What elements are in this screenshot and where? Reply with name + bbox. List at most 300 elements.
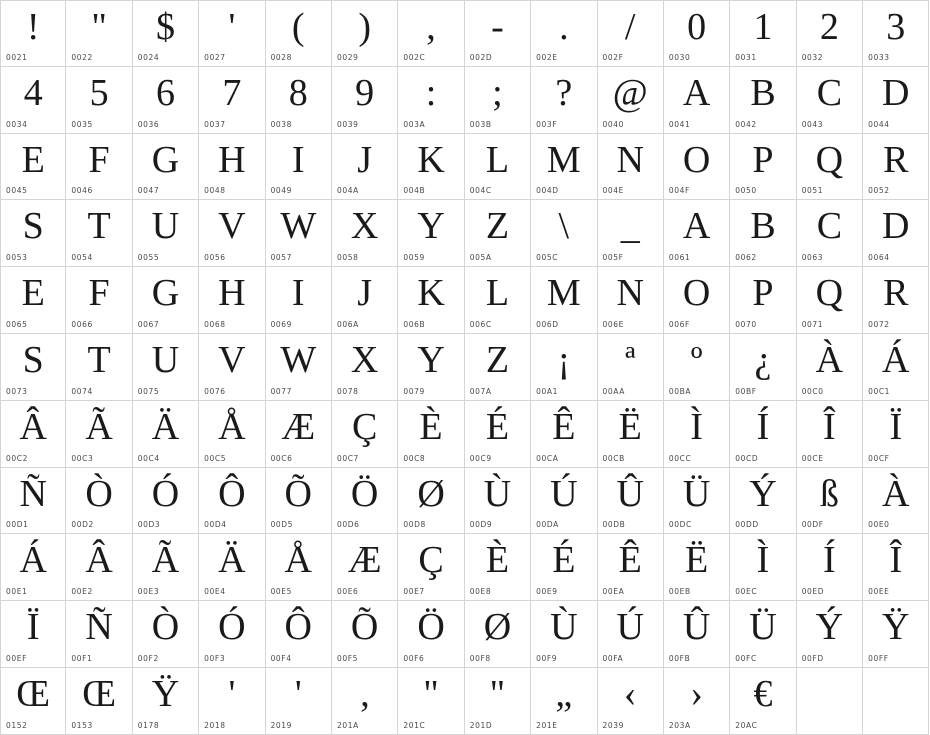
glyph-cell[interactable] [664, 67, 730, 134]
glyph-cell[interactable] [66, 334, 132, 401]
glyph-cell[interactable] [199, 401, 265, 468]
glyph-cell[interactable] [664, 668, 730, 735]
glyph-cell[interactable] [730, 200, 796, 267]
glyph-cell[interactable] [730, 67, 796, 134]
glyph-character: Ã [151, 539, 180, 582]
glyph-cell[interactable] [531, 401, 597, 468]
glyph-character: Z [485, 205, 510, 248]
glyph-cell[interactable] [133, 668, 199, 735]
glyph-codepoint: 003B [469, 119, 492, 129]
glyph-cell[interactable] [531, 134, 597, 201]
glyph-cell[interactable] [266, 200, 332, 267]
glyph-character: ‹ [623, 672, 637, 715]
glyph-character: ª [624, 338, 636, 381]
glyph-cell[interactable] [797, 0, 863, 67]
glyph-codepoint: 0040 [602, 119, 625, 129]
glyph-cell[interactable] [266, 668, 332, 735]
glyph-cell[interactable] [398, 200, 464, 267]
glyph-cell[interactable] [797, 401, 863, 468]
glyph-character: W [280, 205, 317, 248]
glyph-character: Õ [284, 472, 312, 515]
glyph-character: Æ [347, 539, 382, 582]
glyph-character: F [88, 138, 110, 181]
glyph-cell[interactable] [664, 267, 730, 334]
glyph-codepoint: 0067 [137, 319, 160, 329]
glyph-cell[interactable] [863, 200, 929, 267]
glyph-codepoint: 00F8 [469, 653, 491, 663]
glyph-cell[interactable] [0, 401, 66, 468]
glyph-cell[interactable] [0, 0, 66, 67]
glyph-cell[interactable] [0, 601, 66, 668]
glyph-cell[interactable] [598, 468, 664, 535]
glyph-cell[interactable] [266, 468, 332, 535]
glyph-cell[interactable] [199, 334, 265, 401]
glyph-cell[interactable] [0, 67, 66, 134]
glyph-cell[interactable] [0, 267, 66, 334]
glyph-cell[interactable] [66, 601, 132, 668]
glyph-cell[interactable] [133, 401, 199, 468]
glyph-character: 1 [753, 6, 773, 48]
glyph-codepoint: 00EF [6, 653, 27, 663]
glyph-character: 7 [222, 71, 242, 114]
glyph-cell[interactable] [531, 67, 597, 134]
glyph-codepoint: 00EA [602, 587, 625, 597]
glyph-codepoint: 0075 [137, 386, 160, 396]
glyph-codepoint: 0070 [735, 319, 757, 329]
glyph-cell[interactable] [598, 534, 664, 601]
glyph-codepoint: 0049 [270, 186, 293, 196]
glyph-character: _ [620, 205, 640, 248]
glyph-cell[interactable] [266, 334, 332, 401]
glyph-codepoint: 002D [469, 52, 493, 62]
glyph-cell[interactable] [465, 0, 531, 67]
glyph-codepoint: 0077 [270, 386, 293, 396]
glyph-codepoint: 0068 [204, 319, 226, 329]
glyph-character: ? [555, 71, 573, 114]
glyph-cell[interactable] [66, 267, 132, 334]
glyph-cell[interactable] [730, 267, 796, 334]
glyph-character: Ñ [19, 472, 47, 515]
glyph-cell[interactable] [797, 267, 863, 334]
glyph-cell[interactable] [863, 601, 929, 668]
glyph-cell[interactable] [863, 534, 929, 601]
glyph-cell[interactable] [797, 334, 863, 401]
glyph-character: Á [882, 338, 910, 381]
glyph-codepoint: 0053 [6, 253, 28, 263]
glyph-cell[interactable] [0, 200, 66, 267]
glyph-cell[interactable] [398, 67, 464, 134]
glyph-codepoint: 00CF [868, 453, 890, 463]
glyph-cell[interactable] [332, 534, 398, 601]
glyph-cell[interactable] [465, 67, 531, 134]
glyph-codepoint: 00F2 [137, 653, 159, 663]
glyph-codepoint: 00CA [536, 453, 559, 463]
glyph-cell[interactable] [531, 601, 597, 668]
glyph-cell[interactable] [797, 534, 863, 601]
glyph-codepoint: 00F5 [336, 653, 358, 663]
glyph-character: º [690, 338, 703, 381]
glyph-character: Û [682, 606, 711, 649]
glyph-cell[interactable] [598, 134, 664, 201]
glyph-cell[interactable] [133, 267, 199, 334]
glyph-cell[interactable] [66, 534, 132, 601]
glyph-character: X [350, 205, 379, 248]
glyph-cell[interactable] [266, 267, 332, 334]
glyph-codepoint: 2019 [270, 720, 293, 730]
glyph-cell[interactable] [598, 0, 664, 67]
glyph-cell[interactable] [332, 668, 398, 735]
glyph-character: D [882, 205, 910, 248]
glyph-character: ' [228, 672, 236, 715]
glyph-character: Q [815, 138, 844, 181]
glyph-cell[interactable] [266, 134, 332, 201]
glyph-character: Î [889, 539, 903, 582]
glyph-character: Ö [417, 606, 445, 649]
glyph-cell[interactable] [199, 534, 265, 601]
glyph-cell[interactable] [199, 67, 265, 134]
glyph-character: Û [616, 472, 644, 515]
glyph-cell[interactable] [465, 468, 531, 535]
glyph-codepoint: 00EE [868, 587, 890, 597]
glyph-cell[interactable] [0, 468, 66, 535]
glyph-cell[interactable] [730, 668, 796, 735]
glyph-codepoint: 006E [602, 319, 624, 329]
glyph-character: G [151, 272, 180, 315]
glyph-cell[interactable] [398, 267, 464, 334]
glyph-cell[interactable] [199, 200, 265, 267]
glyph-cell[interactable] [598, 401, 664, 468]
glyph-codepoint: 0062 [735, 253, 757, 263]
glyph-character: J [357, 272, 373, 315]
glyph-character: ! [26, 6, 40, 48]
glyph-character: Ò [151, 606, 180, 649]
glyph-character: 6 [155, 71, 175, 114]
glyph-cell[interactable] [332, 601, 398, 668]
glyph-character: M [546, 272, 581, 315]
glyph-cell[interactable] [66, 67, 132, 134]
glyph-cell[interactable] [398, 334, 464, 401]
glyph-codepoint: 00FD [801, 653, 824, 663]
glyph-cell[interactable] [133, 334, 199, 401]
glyph-character: T [87, 205, 111, 248]
glyph-character: P [752, 272, 774, 315]
glyph-cell[interactable] [266, 534, 332, 601]
glyph-cell[interactable] [797, 67, 863, 134]
glyph-cell[interactable] [531, 200, 597, 267]
glyph-codepoint: 00D5 [270, 520, 294, 530]
glyph-codepoint: 0044 [868, 119, 890, 129]
glyph-character: Ÿ [882, 606, 910, 649]
glyph-character: Ë [684, 539, 709, 582]
glyph-cell[interactable] [66, 668, 132, 735]
glyph-codepoint: 002E [536, 52, 558, 62]
glyph-character: C [816, 71, 843, 114]
glyph-codepoint: 00E2 [71, 587, 93, 597]
glyph-character: A [682, 205, 711, 248]
glyph-cell[interactable] [133, 0, 199, 67]
glyph-character: Â [85, 539, 113, 582]
glyph-codepoint: 00F6 [403, 653, 425, 663]
glyph-cell[interactable] [531, 534, 597, 601]
glyph-codepoint: 00C7 [336, 453, 359, 463]
glyph-cell[interactable] [199, 468, 265, 535]
glyph-cell[interactable] [730, 0, 796, 67]
glyph-character: È [485, 539, 510, 582]
glyph-cell[interactable] [332, 267, 398, 334]
glyph-cell[interactable] [531, 468, 597, 535]
glyph-cell[interactable] [598, 200, 664, 267]
glyph-cell[interactable] [531, 0, 597, 67]
glyph-character: P [752, 138, 774, 181]
glyph-character: W [280, 338, 317, 381]
glyph-cell[interactable] [664, 200, 730, 267]
glyph-cell[interactable] [797, 200, 863, 267]
glyph-character: Ç [351, 405, 378, 448]
glyph-cell[interactable] [199, 134, 265, 201]
glyph-cell[interactable] [66, 200, 132, 267]
glyph-character: A [682, 71, 711, 114]
glyph-codepoint: 004A [336, 186, 359, 196]
glyph-codepoint: 00E6 [336, 587, 359, 597]
glyph-cell[interactable] [332, 401, 398, 468]
glyph-character: D [882, 71, 910, 114]
glyph-character: Ô [218, 472, 246, 515]
glyph-codepoint: 00DB [602, 520, 626, 530]
glyph-cell[interactable] [266, 601, 332, 668]
glyph-cell[interactable] [465, 334, 531, 401]
glyph-codepoint: 203A [668, 720, 691, 730]
glyph-cell[interactable] [465, 200, 531, 267]
glyph-cell[interactable] [332, 334, 398, 401]
glyph-character: É [552, 539, 576, 582]
glyph-character: Å [284, 539, 312, 582]
glyph-cell[interactable] [465, 668, 531, 735]
glyph-cell[interactable] [398, 601, 464, 668]
glyph-cell[interactable] [398, 468, 464, 535]
glyph-character: C [816, 205, 843, 248]
glyph-codepoint: 0028 [270, 52, 293, 62]
glyph-cell[interactable] [332, 0, 398, 67]
glyph-cell[interactable] [199, 601, 265, 668]
glyph-cell[interactable] [664, 334, 730, 401]
glyph-cell[interactable] [332, 468, 398, 535]
glyph-codepoint: 00E1 [6, 587, 28, 597]
glyph-cell[interactable] [730, 534, 796, 601]
glyph-codepoint: 0032 [801, 52, 824, 62]
glyph-character: ‚ [358, 672, 371, 715]
glyph-cell[interactable] [133, 468, 199, 535]
glyph-cell[interactable] [398, 0, 464, 67]
glyph-cell[interactable] [797, 134, 863, 201]
glyph-cell[interactable] [531, 267, 597, 334]
glyph-character: \ [558, 205, 570, 248]
glyph-cell[interactable] [66, 134, 132, 201]
glyph-cell[interactable] [664, 534, 730, 601]
glyph-character: S [22, 338, 44, 381]
glyph-codepoint: 00C5 [204, 453, 227, 463]
glyph-character: V [218, 205, 246, 248]
glyph-codepoint: 0064 [868, 253, 890, 263]
glyph-cell[interactable] [398, 134, 464, 201]
glyph-character: R [883, 272, 909, 315]
glyph-cell[interactable] [730, 401, 796, 468]
glyph-codepoint: 00E3 [137, 587, 160, 597]
glyph-codepoint: 00E0 [868, 520, 890, 530]
glyph-cell[interactable] [465, 534, 531, 601]
glyph-cell[interactable] [863, 468, 929, 535]
glyph-cell[interactable] [332, 67, 398, 134]
glyph-codepoint: 00F9 [536, 653, 558, 663]
glyph-cell[interactable] [199, 0, 265, 67]
glyph-codepoint: 0055 [137, 253, 160, 263]
glyph-cell[interactable] [66, 0, 132, 67]
glyph-character: ; [492, 71, 503, 114]
glyph-codepoint: 00F1 [71, 653, 93, 663]
glyph-codepoint: 0021 [6, 52, 28, 62]
glyph-character: K [417, 138, 445, 181]
glyph-cell[interactable] [664, 468, 730, 535]
glyph-codepoint: 00E9 [536, 587, 558, 597]
glyph-character: Å [218, 405, 246, 448]
glyph-character: Ó [218, 606, 246, 649]
glyph-cell[interactable] [664, 134, 730, 201]
glyph-character: 0 [687, 6, 707, 48]
glyph-character: U [151, 205, 180, 248]
glyph-character: Ü [749, 606, 777, 649]
glyph-codepoint: 0058 [336, 253, 359, 263]
glyph-cell[interactable] [730, 134, 796, 201]
glyph-cell[interactable] [465, 601, 531, 668]
glyph-cell[interactable] [0, 134, 66, 201]
glyph-character: J [357, 138, 373, 181]
glyph-cell[interactable] [0, 334, 66, 401]
glyph-cell[interactable] [863, 134, 929, 201]
glyph-character: Ý [749, 472, 777, 515]
glyph-cell[interactable] [398, 668, 464, 735]
glyph-character: Ä [151, 405, 180, 448]
glyph-codepoint: 00D2 [71, 520, 94, 530]
glyph-cell[interactable] [598, 334, 664, 401]
glyph-codepoint: 00BF [735, 386, 757, 396]
glyph-codepoint: 00D6 [336, 520, 360, 530]
glyph-character [863, 670, 928, 718]
glyph-cell[interactable] [730, 601, 796, 668]
glyph-character: Ï [26, 606, 40, 649]
glyph-character: Æ [281, 405, 316, 448]
glyph-cell[interactable] [664, 401, 730, 468]
glyph-cell[interactable] [598, 267, 664, 334]
glyph-codepoint: 00BA [668, 386, 692, 396]
glyph-codepoint: 0078 [336, 386, 359, 396]
glyph-character: Ç [418, 539, 444, 582]
glyph-cell[interactable] [199, 668, 265, 735]
glyph-cell[interactable] [133, 200, 199, 267]
glyph-codepoint: 00D4 [204, 520, 227, 530]
glyph-codepoint: 005C [536, 253, 559, 263]
glyph-character: N [616, 272, 644, 315]
glyph-character: ' [228, 6, 236, 48]
glyph-cell[interactable] [465, 267, 531, 334]
glyph-codepoint: 00F3 [204, 653, 226, 663]
glyph-codepoint: 0048 [204, 186, 226, 196]
glyph-cell[interactable] [266, 401, 332, 468]
glyph-codepoint: 0039 [336, 119, 359, 129]
glyph-cell[interactable] [332, 200, 398, 267]
glyph-codepoint: 00E8 [469, 587, 492, 597]
glyph-character: Ø [483, 606, 512, 649]
glyph-cell[interactable] [0, 534, 66, 601]
glyph-cell[interactable] [664, 0, 730, 67]
glyph-cell[interactable] [133, 601, 199, 668]
glyph-cell[interactable] [863, 401, 929, 468]
glyph-cell[interactable] [730, 334, 796, 401]
glyph-character: N [616, 138, 644, 181]
glyph-cell[interactable] [465, 134, 531, 201]
glyph-character: B [750, 205, 776, 248]
glyph-cell[interactable] [66, 401, 132, 468]
glyph-cell[interactable] [66, 468, 132, 535]
glyph-character: 9 [355, 71, 375, 114]
glyph-cell[interactable] [730, 468, 796, 535]
glyph-character: Í [756, 405, 770, 448]
glyph-cell[interactable] [863, 334, 929, 401]
glyph-character: " [91, 6, 107, 48]
glyph-codepoint: 00C3 [71, 453, 94, 463]
glyph-character: ¡ [557, 338, 571, 381]
glyph-cell[interactable] [266, 0, 332, 67]
glyph-cell[interactable] [531, 668, 597, 735]
glyph-character: À [815, 338, 844, 381]
glyph-cell[interactable] [598, 601, 664, 668]
glyph-cell[interactable] [863, 0, 929, 67]
glyph-codepoint: 0035 [71, 119, 93, 129]
glyph-cell[interactable] [465, 401, 531, 468]
glyph-character: / [624, 6, 636, 48]
glyph-character: ß [819, 472, 839, 515]
glyph-cell[interactable] [398, 401, 464, 468]
glyph-cell[interactable] [0, 668, 66, 735]
glyph-codepoint: 0079 [403, 386, 425, 396]
glyph-cell[interactable] [398, 534, 464, 601]
glyph-cell[interactable] [664, 601, 730, 668]
glyph-cell[interactable] [133, 67, 199, 134]
glyph-codepoint: 004B [403, 186, 426, 196]
glyph-cell[interactable] [133, 534, 199, 601]
glyph-cell[interactable] [266, 67, 332, 134]
glyph-cell[interactable] [797, 601, 863, 668]
glyph-character: Ý [815, 606, 844, 649]
glyph-cell[interactable] [863, 67, 929, 134]
glyph-cell[interactable] [598, 67, 664, 134]
glyph-cell[interactable] [199, 267, 265, 334]
glyph-cell[interactable] [332, 134, 398, 201]
glyph-codepoint: 00C8 [403, 453, 426, 463]
glyph-codepoint: 0061 [668, 253, 691, 263]
glyph-character: T [87, 338, 111, 381]
glyph-codepoint: 0038 [270, 119, 293, 129]
glyph-cell[interactable] [863, 267, 929, 334]
glyph-codepoint: 0051 [801, 186, 824, 196]
glyph-cell[interactable] [531, 334, 597, 401]
glyph-cell[interactable] [797, 468, 863, 535]
glyph-cell[interactable] [133, 134, 199, 201]
glyph-codepoint: 0027 [204, 52, 226, 62]
glyph-character: ) [358, 6, 371, 48]
glyph-cell[interactable] [598, 668, 664, 735]
glyph-codepoint: 0059 [403, 253, 425, 263]
glyph-character: Ì [690, 405, 703, 448]
glyph-character: Q [815, 272, 844, 315]
